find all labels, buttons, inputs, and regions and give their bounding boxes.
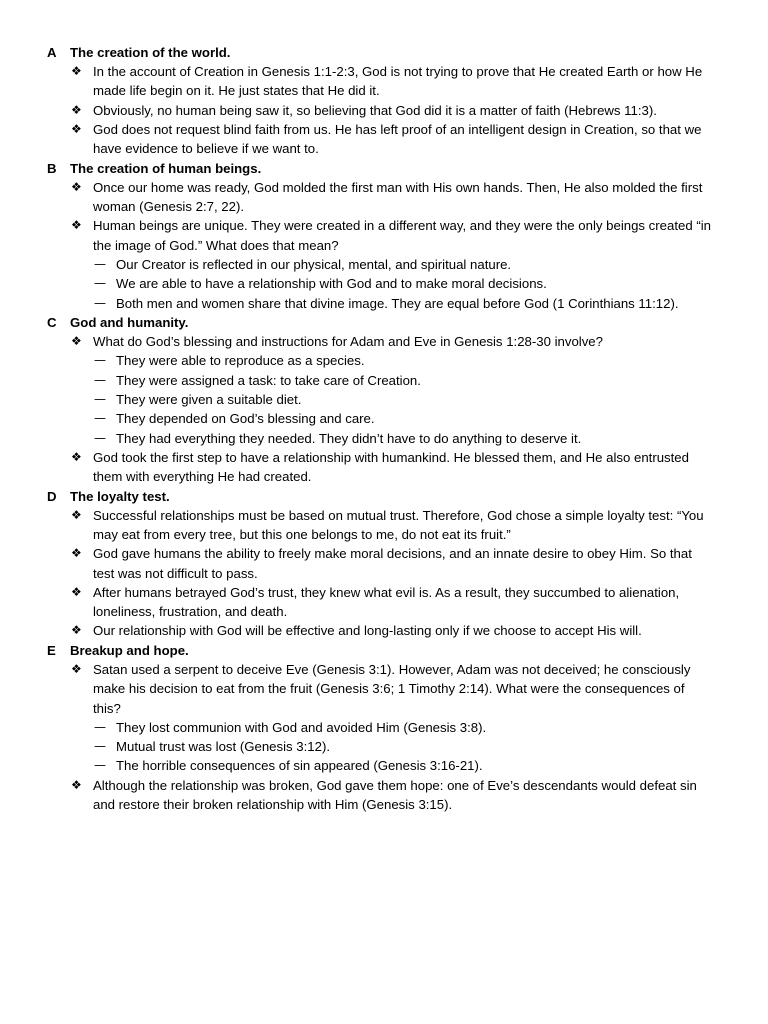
section-title: God and humanity.	[70, 314, 189, 330]
bullet-item	[0, 62, 713, 101]
diamond-bullet-icon: ❖	[71, 122, 82, 137]
diamond-bullet-icon: ❖	[71, 64, 82, 79]
outline-section	[0, 43, 768, 159]
bullet-item	[0, 216, 713, 255]
bullet-text: After humans betrayed God’s trust, they knew what evil is. As a result, they succumbed to alienation, loneliness, frustration, and death.	[93, 584, 680, 620]
bullet-item	[0, 660, 713, 718]
bullet-text: Obviously, no human being saw it, so believing that God did it is a matter of faith (Hebrews 11:3).	[93, 102, 657, 118]
bullet-list	[0, 506, 768, 641]
sub-item	[0, 371, 736, 390]
section-letter: E	[47, 642, 56, 658]
bullet-item	[0, 583, 713, 622]
dash-bullet-icon: —	[94, 257, 106, 272]
sub-item	[0, 429, 736, 448]
sub-item	[0, 351, 736, 370]
section-title: The loyalty test.	[70, 488, 170, 504]
diamond-bullet-icon: ❖	[71, 218, 82, 233]
outline-section	[0, 487, 768, 641]
diamond-bullet-icon: ❖	[71, 661, 82, 676]
bullet-text: In the account of Creation in Genesis 1:1-2:3, God is not trying to prove that He created Earth or how He made life begin on it. He just states that He did it.	[93, 64, 703, 99]
bullet-text: Successful relationships must be based on mutual trust. Therefore, God chose a simple loyalty test: “You may eat from every tree, but this one belongs to me, do not eat its fruit.”	[93, 507, 704, 542]
sub-item	[0, 255, 736, 274]
diamond-bullet-icon: ❖	[71, 179, 82, 194]
bullet-text: Although the relationship was broken, God gave them hope: one of Eve’s descendants would defeat sin and restore their broken relationship with Him (Genesis 3:15).	[93, 777, 697, 813]
diamond-bullet-icon: ❖	[71, 623, 82, 638]
sub-item-text: The horrible consequences of sin appeared (Genesis 3:16-21).	[116, 758, 483, 774]
sub-item-text: They were assigned a task: to take care of Creation.	[116, 372, 421, 388]
section-title: The creation of human beings.	[70, 160, 262, 176]
dash-bullet-icon: —	[94, 758, 106, 773]
section-letter: D	[47, 488, 57, 504]
outline-section	[0, 641, 768, 815]
section-letter: A	[47, 45, 57, 60]
outline-section	[0, 159, 768, 313]
bullet-text: Human beings are unique. They were created in a different way, and they were the only beings created “in the image of God.” What does that mean?	[93, 218, 711, 253]
sub-item	[0, 390, 736, 409]
diamond-bullet-icon: ❖	[71, 102, 82, 117]
diamond-bullet-icon: ❖	[71, 584, 82, 599]
bullet-text: What do God’s blessing and instructions for Adam and Eve in Genesis 1:28-30 involve?	[93, 334, 603, 350]
diamond-bullet-icon: ❖	[71, 334, 82, 349]
sub-item-text: Both men and women share that divine image. They are equal before God (1 Corinthians 11:12).	[116, 295, 679, 311]
bullet-text: God does not request blind faith from us. He has left proof of an intelligent design in Creation, so that we have evidence to believe if we want to.	[93, 122, 702, 157]
dash-bullet-icon: —	[94, 411, 106, 426]
bullet-item	[0, 621, 713, 640]
dash-bullet-icon: —	[94, 353, 106, 368]
diamond-bullet-icon: ❖	[71, 507, 82, 522]
section-title: The creation of the world.	[70, 45, 231, 60]
bullet-text: Our relationship with God will be effective and long-lasting only if we choose to accept His will.	[93, 623, 642, 639]
sub-item-text: They had everything they needed. They didn’t have to do anything to deserve it.	[116, 430, 582, 446]
dash-bullet-icon: —	[94, 276, 106, 291]
bullet-item	[0, 776, 713, 815]
dash-bullet-icon: —	[94, 430, 106, 445]
bullet-text: God gave humans the ability to freely make moral decisions, and an innate desire to obey Him. So that test was not difficult to pass.	[93, 546, 692, 581]
dash-bullet-icon: —	[94, 719, 106, 734]
sub-item-text: They depended on God’s blessing and care.	[116, 411, 375, 427]
section-heading	[0, 313, 768, 332]
bullet-list	[0, 62, 768, 158]
sub-item-text: They were given a suitable diet.	[116, 392, 302, 408]
bullet-item	[0, 544, 713, 583]
bullet-list	[0, 332, 768, 486]
sub-item-text: Mutual trust was lost (Genesis 3:12).	[116, 739, 331, 755]
sub-item-text: Our Creator is reflected in our physical, mental, and spiritual nature.	[116, 257, 512, 273]
section-heading	[0, 43, 768, 62]
dash-bullet-icon: —	[94, 295, 106, 310]
sub-item	[0, 294, 736, 313]
section-heading	[0, 487, 768, 506]
sub-item	[0, 718, 736, 737]
sub-item	[0, 737, 736, 756]
bullet-item	[0, 332, 713, 351]
bullet-list	[0, 660, 768, 814]
bullet-item	[0, 178, 713, 217]
bullet-item	[0, 506, 713, 545]
sub-item-text: They lost communion with God and avoided Him (Genesis 3:8).	[116, 719, 487, 735]
bullet-text: Satan used a serpent to deceive Eve (Genesis 3:1). However, Adam was not deceived; he consciously make his decision to eat from the fruit (Genesis 3:6; 1 Timothy 2:14). What were the consequences of this?	[93, 661, 691, 716]
bullet-text: Once our home was ready, God molded the first man with His own hands. Then, He also molded the first woman (Genesis 2:7, 22).	[93, 179, 703, 215]
diamond-bullet-icon: ❖	[71, 449, 82, 464]
bullet-text: God took the first step to have a relationship with humankind. He blessed them, and He also entrusted them with everything He had created.	[93, 449, 689, 485]
sub-item-text: They were able to reproduce as a species.	[116, 353, 365, 369]
sub-item	[0, 274, 736, 293]
sub-item-text: We are able to have a relationship with God and to make moral decisions.	[116, 276, 547, 292]
section-title: Breakup and hope.	[70, 642, 189, 658]
diamond-bullet-icon: ❖	[71, 777, 82, 792]
dash-bullet-icon: —	[94, 372, 106, 387]
outline-section	[0, 313, 768, 487]
section-letter: C	[47, 314, 57, 330]
dash-bullet-icon: —	[94, 392, 106, 407]
bullet-item	[0, 101, 713, 120]
section-heading	[0, 159, 768, 178]
diamond-bullet-icon: ❖	[71, 546, 82, 561]
sub-item	[0, 756, 736, 775]
bullet-item	[0, 448, 713, 487]
bullet-list	[0, 178, 768, 313]
sub-item	[0, 409, 736, 428]
section-letter: B	[47, 160, 57, 176]
dash-bullet-icon: —	[94, 739, 106, 754]
section-heading	[0, 641, 768, 660]
bullet-item	[0, 120, 713, 159]
